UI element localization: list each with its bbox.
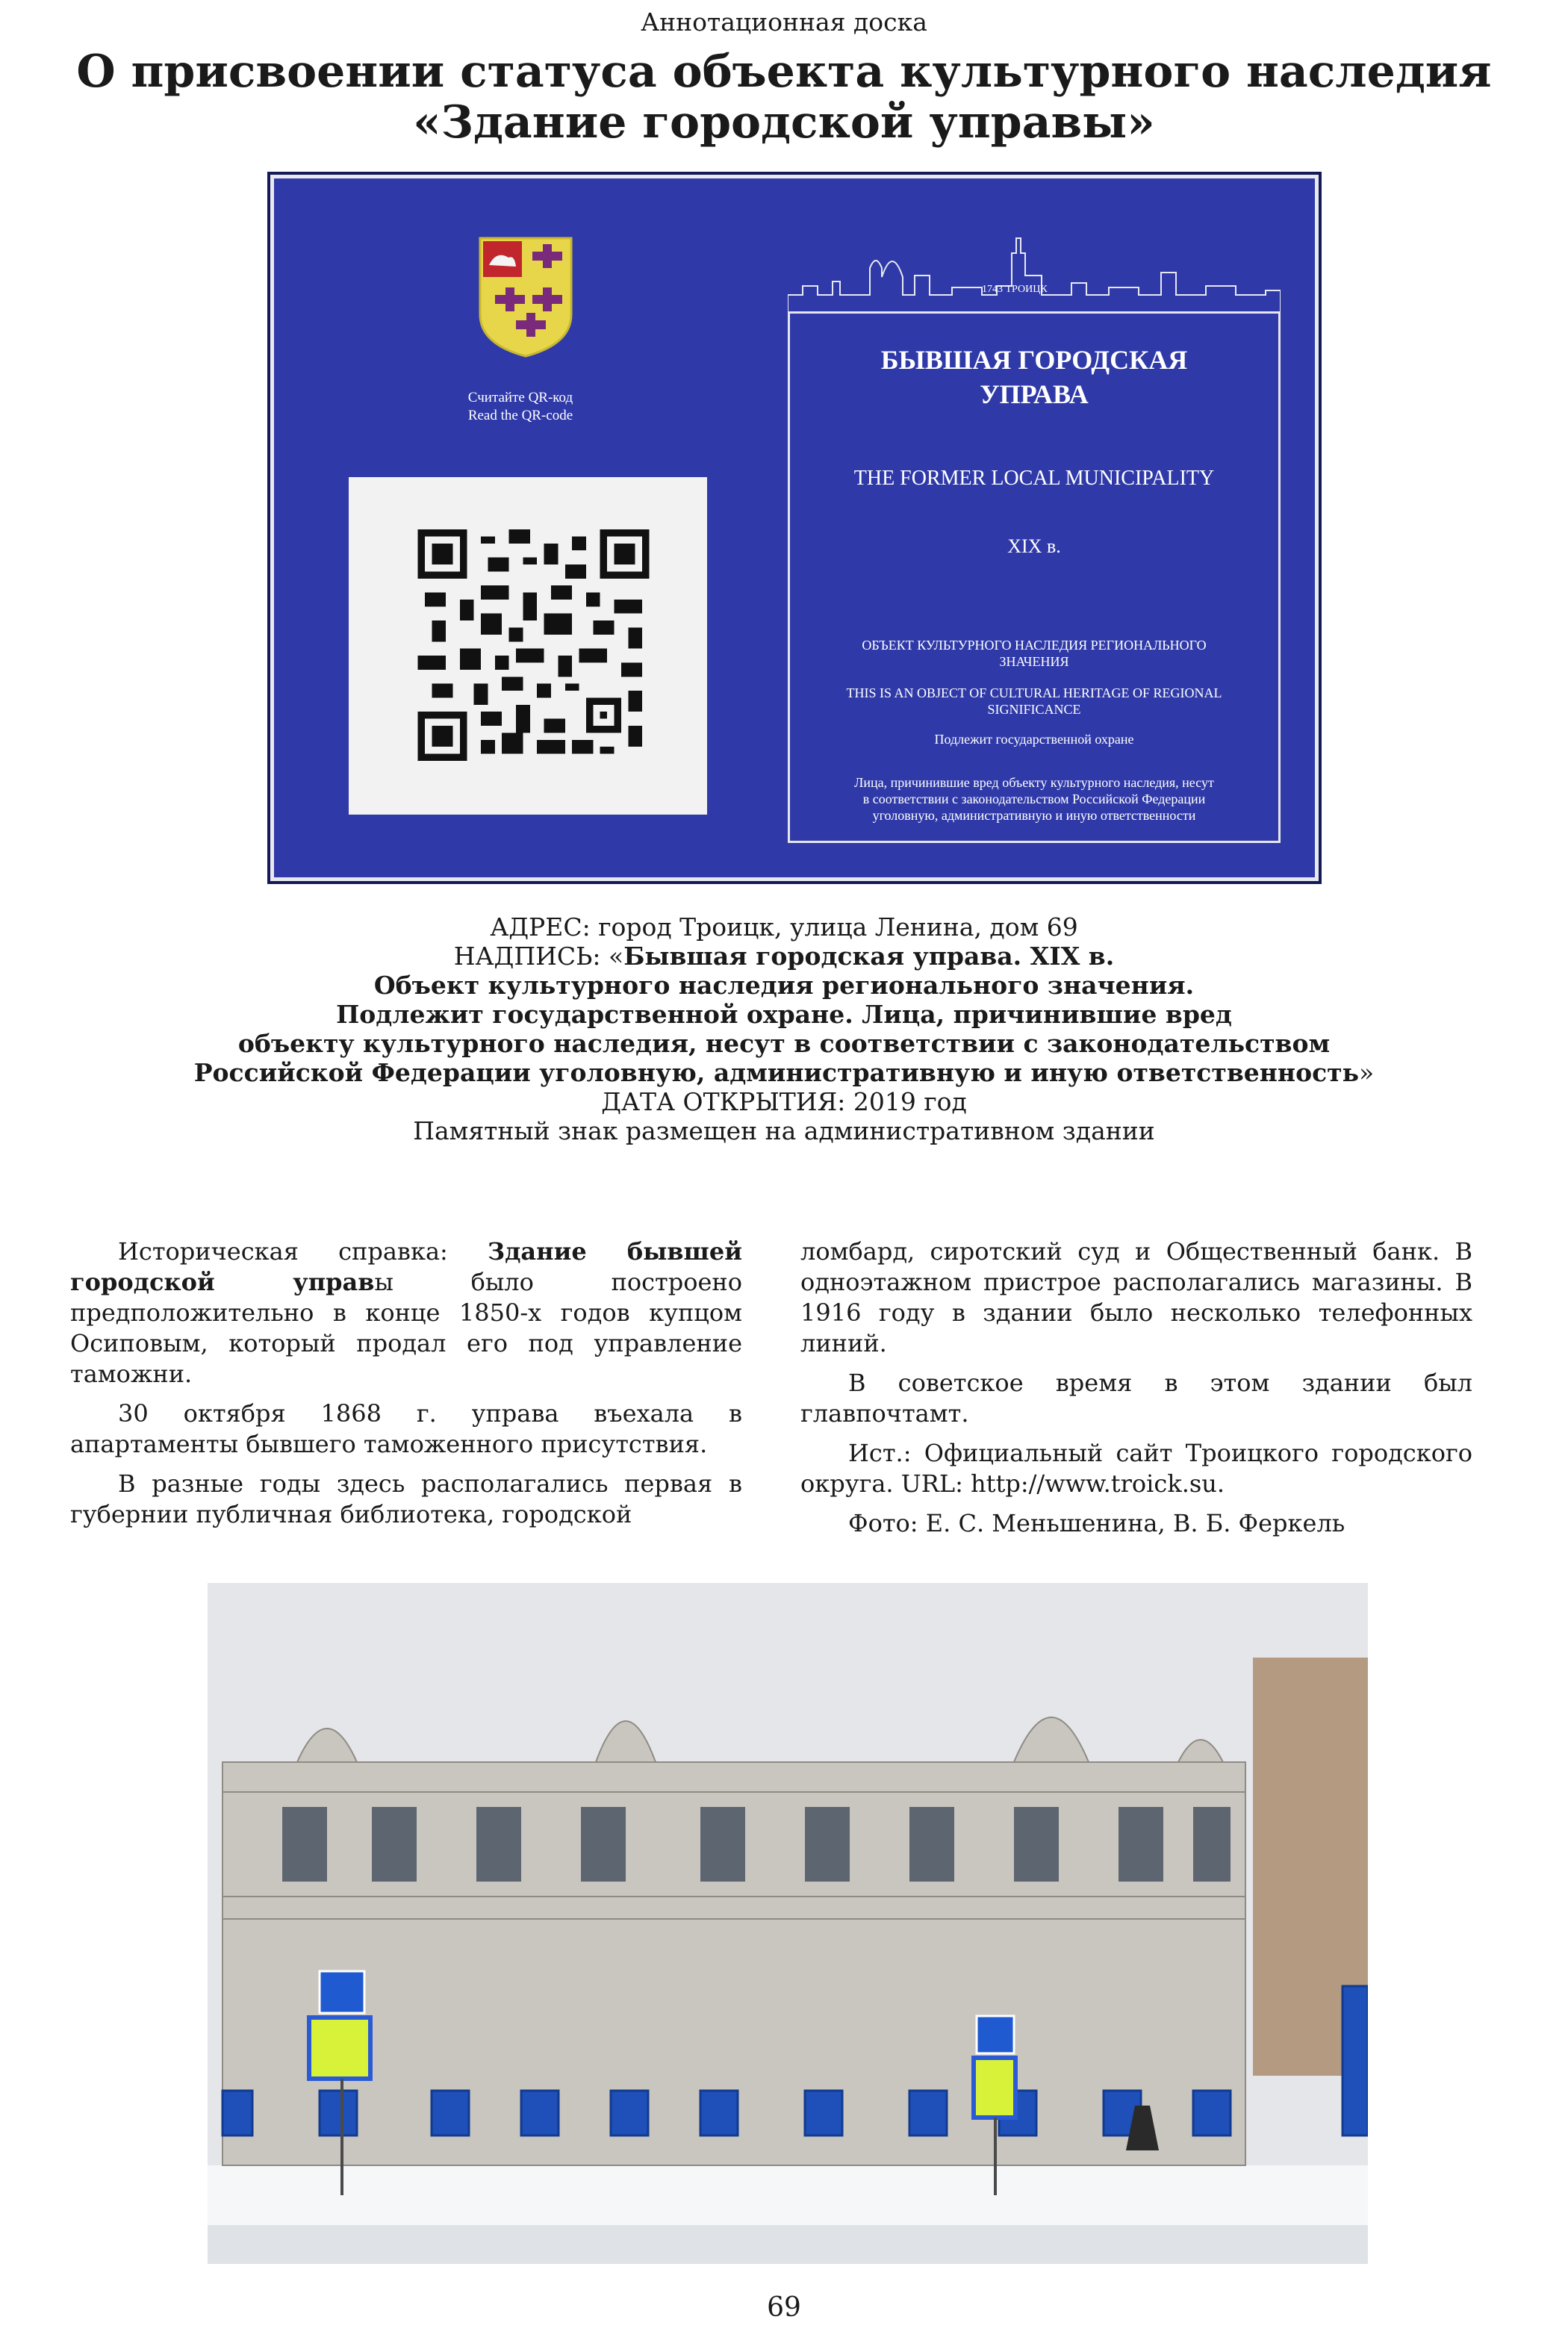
history-column-right (800, 1236, 1472, 1548)
source-note: Ист.: Официальный сайт Троицкого городского округа. URL: http://www.troick.su. (800, 1439, 1472, 1498)
plaque-liability (797, 774, 1272, 824)
plaque-title-en: THE FORMER LOCAL MUNICIPALITY (853, 467, 1215, 490)
plaque-photo (270, 175, 1319, 881)
qr-code-icon (408, 529, 659, 761)
plaque-liability-line-2: в соответствии с законодательством Российской Федерации (862, 791, 1206, 806)
plaque-title-line-2: УПРАВА (980, 379, 1089, 409)
kicker: Аннотационная доска (641, 7, 927, 37)
history-paragraph: 30 октября 1868 г. управа въехала в апартаменты бывшего таможенного присутствия. (70, 1399, 742, 1458)
city-skyline-icon (788, 223, 1281, 320)
history-paragraph: ломбард, сиротский суд и Общественный банк. В одноэтажном пристрое располагались магазины. В 1916 году в здании было несколько телефонных линий. (800, 1237, 1472, 1357)
plaque-title (788, 343, 1281, 411)
history-building-name: Здание бывшей городской управ (70, 1237, 742, 1296)
plaque-object-en (797, 685, 1272, 718)
inscription-line-1 (0, 942, 1568, 971)
inscription-line-4: объекту культурного наследия, несут в соответствии с законодательством (237, 1029, 1331, 1058)
plaque-object-ru-line-1: ОБЪЕКТ КУЛЬТУРНОГО НАСЛЕДИЯ РЕГИОНАЛЬНОГО (862, 638, 1207, 653)
qr-code-panel (349, 477, 707, 815)
page-number: 69 (767, 2292, 801, 2323)
history-lead: Историческая справка: (118, 1237, 488, 1266)
plaque-object-en-line-1: THIS IS AN OBJECT OF CULTURAL HERITAGE OF REGIONAL (846, 685, 1222, 700)
inscription-line-5 (0, 1058, 1568, 1087)
history-paragraph: В советское время в этом здании был главпочтамт. (800, 1369, 1472, 1428)
inscription-text-1: Бывшая городская управа. XIX в. (623, 942, 1115, 971)
plaque-liability-line-3: уголовную, административную и иную ответственности (872, 808, 1196, 823)
qr-caption-en: Read the QR-code (467, 408, 573, 423)
opening-date: ДАТА ОТКРЫТИЯ: 2019 год (601, 1087, 967, 1116)
title-line-1: О присвоении статуса объекта культурного наследия (76, 46, 1492, 98)
photo-credit: Фото: Е. С. Меньшенина, В. Б. Феркель (848, 1509, 1345, 1537)
history-paragraph: В разные годы здесь располагались первая в губернии публичная библиотека, городской (70, 1469, 742, 1528)
inscription-suffix: » (1359, 1058, 1375, 1087)
plaque-object-en-line-2: SIGNIFICANCE (987, 702, 1081, 717)
qr-caption-ru: Считайте QR-код (467, 390, 573, 405)
plaque-title-line-1: БЫВШАЯ ГОРОДСКАЯ (880, 345, 1188, 375)
inscription-line-3: Подлежит государственной охране. Лица, причинившие вред (336, 1000, 1232, 1029)
inscription-text-5: Российской Федерации уголовную, административную и иную ответственность (193, 1058, 1360, 1087)
placement-note: Памятный знак размещен на административном здании (413, 1116, 1155, 1145)
page-title (0, 46, 1568, 148)
history-paragraph (70, 1236, 742, 1390)
history-column-left (70, 1236, 742, 1539)
address: АДРЕС: город Троицк, улица Ленина, дом 69 (490, 912, 1078, 942)
history-text: ы было построено предположительно в конце 1850-х годов купцом Осиповым, который продал его под управление таможни. (70, 1268, 743, 1388)
plaque-liability-line-1: Лица, причинившие вред объекту культурного наследия, несут (854, 775, 1214, 790)
inscription-prefix: НАДПИСЬ: « (453, 942, 624, 971)
plaque-object-ru-line-2: ЗНАЧЕНИЯ (999, 654, 1069, 669)
coat-of-arms-icon (474, 232, 577, 359)
building-photo (208, 1583, 1368, 2264)
plaque-object-ru (797, 637, 1272, 670)
plaque-century: XIX в. (1007, 535, 1061, 557)
inscription-line-2: Объект культурного наследия регионального значения. (373, 971, 1195, 1000)
qr-caption (408, 389, 632, 425)
inscription-info (0, 912, 1568, 1145)
plaque-protected: Подлежит государственной охране (934, 732, 1134, 747)
title-line-2: «Здание городской управы» (413, 96, 1155, 149)
skyline-label: 1743 ТРОИЦК (982, 284, 1048, 295)
